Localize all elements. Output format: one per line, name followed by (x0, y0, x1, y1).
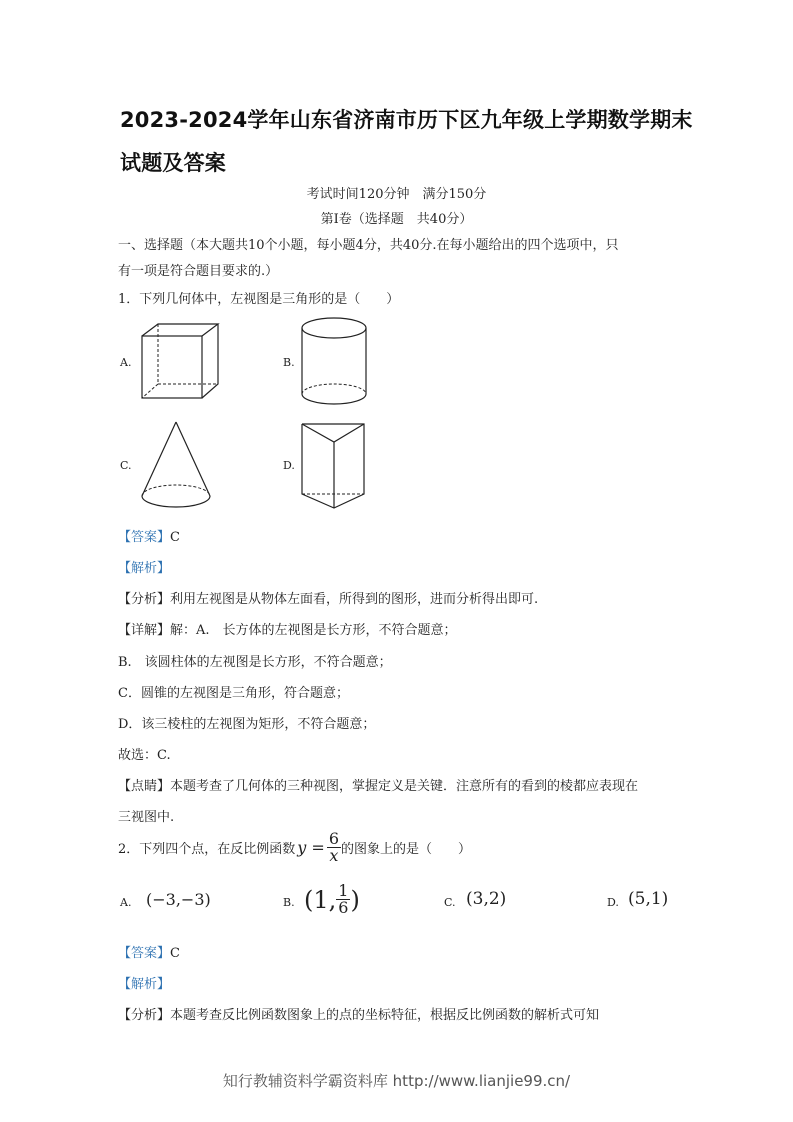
q1-comment (118, 775, 638, 794)
b-denominator: 6 (338, 898, 349, 917)
q2-stem (118, 831, 471, 864)
q2-analysis-tag: 【解析】 (118, 977, 171, 992)
q2-answer (118, 942, 180, 961)
q2-option-c-value: (3,2) (466, 889, 507, 909)
q1-option-c-label: C. (120, 459, 132, 472)
q2-func-denominator: x (329, 846, 339, 865)
q2-option-d-label: D. (607, 896, 619, 909)
fenxi-text: 本题考查反比例函数图象上的点的坐标特征，根据反比例函数的解析式可知 (170, 1008, 600, 1023)
document-title-line1: 2023-2024学年山东省济南市历下区九年级上学期数学期末 (120, 108, 693, 132)
b-numerator: 1 (338, 881, 349, 900)
b-close: ) (350, 885, 360, 914)
q1-answer (118, 526, 180, 545)
answer-tag: 【答案】 (118, 530, 171, 545)
fenxi-tag: 【分析】 (118, 1008, 171, 1023)
document-title-line2: 试题及答案 (120, 151, 226, 175)
answer-value: C (170, 530, 180, 545)
cylinder-figure (300, 316, 370, 406)
answer-tag: 【答案】 (118, 946, 171, 961)
q2-function-lhs: y = (297, 838, 325, 857)
comment-line1: 本题考查了几何体的三种视图，掌握定义是关键．注意所有的看到的棱都应表现在 (170, 779, 639, 794)
b-fraction (336, 883, 350, 916)
q2-option-c-label: C. (444, 896, 456, 909)
q2-option-a-value: (−3,−3) (146, 890, 211, 909)
footer-watermark: 知行教辅资料学霸资料库 http://www.lianjie99.cn/ (222, 1072, 571, 1090)
q1-stem: 1．下列几何体中，左视图是三角形的是（ ） (118, 292, 400, 307)
q1-option-d-label: D. (283, 459, 295, 472)
q2-option-a-label: A. (120, 896, 132, 909)
cone-figure (140, 420, 212, 512)
detail-text: 解：A. 长方体的左视图是长方形，不符合题意； (170, 623, 457, 638)
q1-conclusion: 故选：C. (118, 748, 171, 763)
instructions-line2: 有一项是符合题目要求的.） (118, 264, 279, 279)
answer-value: C (170, 946, 180, 961)
q1-detail-b: B. 该圆柱体的左视图是长方形，不符合题意； (118, 655, 392, 670)
fenxi-text: 利用左视图是从物体左面看，所得到的图形，进而分析得出即可. (170, 592, 539, 607)
q1-option-a-label: A. (120, 356, 132, 369)
q2-stem-after: 的图象上的是（ ） (341, 842, 472, 857)
q2-option-b-value (304, 883, 360, 916)
q1-fenxi (118, 588, 538, 607)
q1-detail (118, 619, 457, 638)
fenxi-tag: 【分析】 (118, 592, 171, 607)
q2-option-b-label: B. (283, 896, 295, 909)
section-header: 第Ⅰ卷（选择题 共40分） (320, 212, 473, 227)
exam-info: 考试时间120分钟 满分150分 (306, 187, 487, 202)
q1-analysis-tag: 【解析】 (118, 561, 171, 576)
comment-tag: 【点睛】 (118, 779, 171, 794)
q2-function-fraction (327, 831, 341, 864)
cube-figure (140, 322, 220, 402)
b-open: (1, (304, 885, 337, 914)
detail-tag: 【详解】 (118, 623, 171, 638)
q1-comment-line2: 三视图中. (118, 810, 175, 825)
q1-option-b-label: B. (283, 356, 295, 369)
q2-option-d-value: (5,1) (628, 889, 669, 909)
q2-fenxi (118, 1004, 599, 1023)
q2-func-numerator: 6 (328, 829, 339, 848)
q2-stem-before: 2．下列四个点，在反比例函数 (118, 842, 296, 857)
instructions-line1: 一、选择题（本大题共10个小题，每小题4分，共40分.在每小题给出的四个选项中，只 (118, 238, 619, 253)
triangular-prism-figure (300, 418, 366, 512)
q1-detail-c: C．圆锥的左视图是三角形，符合题意； (118, 686, 349, 701)
q1-detail-d: D．该三棱柱的左视图为矩形，不符合题意； (118, 717, 376, 732)
